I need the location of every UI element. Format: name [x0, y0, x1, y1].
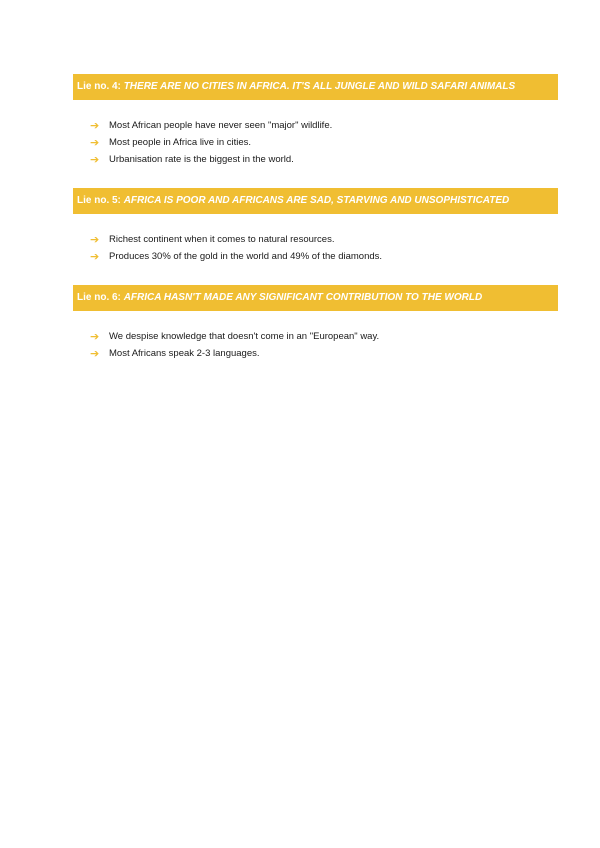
section-heading-banner	[73, 74, 558, 100]
right-arrow-icon: ➔	[90, 233, 100, 246]
list-item-text: Urbanisation rate is the biggest in the world.	[109, 154, 294, 165]
right-arrow-icon: ➔	[90, 347, 100, 360]
list-item-text: Produces 30% of the gold in the world and 49% of the diamonds.	[109, 251, 383, 262]
list-item	[73, 151, 558, 168]
section-lie-4	[73, 74, 558, 168]
list-item	[73, 231, 558, 248]
section-lie-6	[73, 285, 558, 362]
heading-title: AFRICA IS POOR AND AFRICANS ARE SAD, STARVING AND UNSOPHISTICATED	[123, 195, 510, 206]
right-arrow-icon: ➔	[90, 153, 100, 166]
right-arrow-icon: ➔	[90, 250, 100, 263]
right-arrow-icon: ➔	[90, 330, 100, 343]
right-arrow-icon: ➔	[90, 119, 100, 132]
list-item	[73, 248, 558, 265]
list-item-text: Most African people have never seen "major" wildlife.	[109, 120, 333, 131]
heading-label: Lie no. 4:	[77, 81, 121, 92]
section-heading-banner	[73, 188, 558, 214]
list-item-text: Most people in Africa live in cities.	[109, 137, 252, 148]
list-item	[73, 345, 558, 362]
list-item-text: Richest continent when it comes to natural resources.	[109, 234, 335, 245]
section-lie-5	[73, 188, 558, 265]
heading-label: Lie no. 5:	[77, 195, 121, 206]
list-item-text: We despise knowledge that doesn't come in an "European" way.	[109, 331, 380, 342]
list-item	[73, 328, 558, 345]
bullet-list	[73, 231, 558, 265]
list-item-text: Most Africans speak 2-3 languages.	[109, 348, 260, 359]
list-item	[73, 134, 558, 151]
section-heading-banner	[73, 285, 558, 311]
list-item	[73, 117, 558, 134]
bullet-list	[73, 117, 558, 168]
bullet-list	[73, 328, 558, 362]
right-arrow-icon: ➔	[90, 136, 100, 149]
heading-label: Lie no. 6:	[77, 292, 121, 303]
heading-title: THERE ARE NO CITIES IN AFRICA. IT'S ALL JUNGLE AND WILD SAFARI ANIMALS	[123, 81, 516, 92]
heading-title: AFRICA HASN'T MADE ANY SIGNIFICANT CONTRIBUTION TO THE WORLD	[123, 292, 483, 303]
